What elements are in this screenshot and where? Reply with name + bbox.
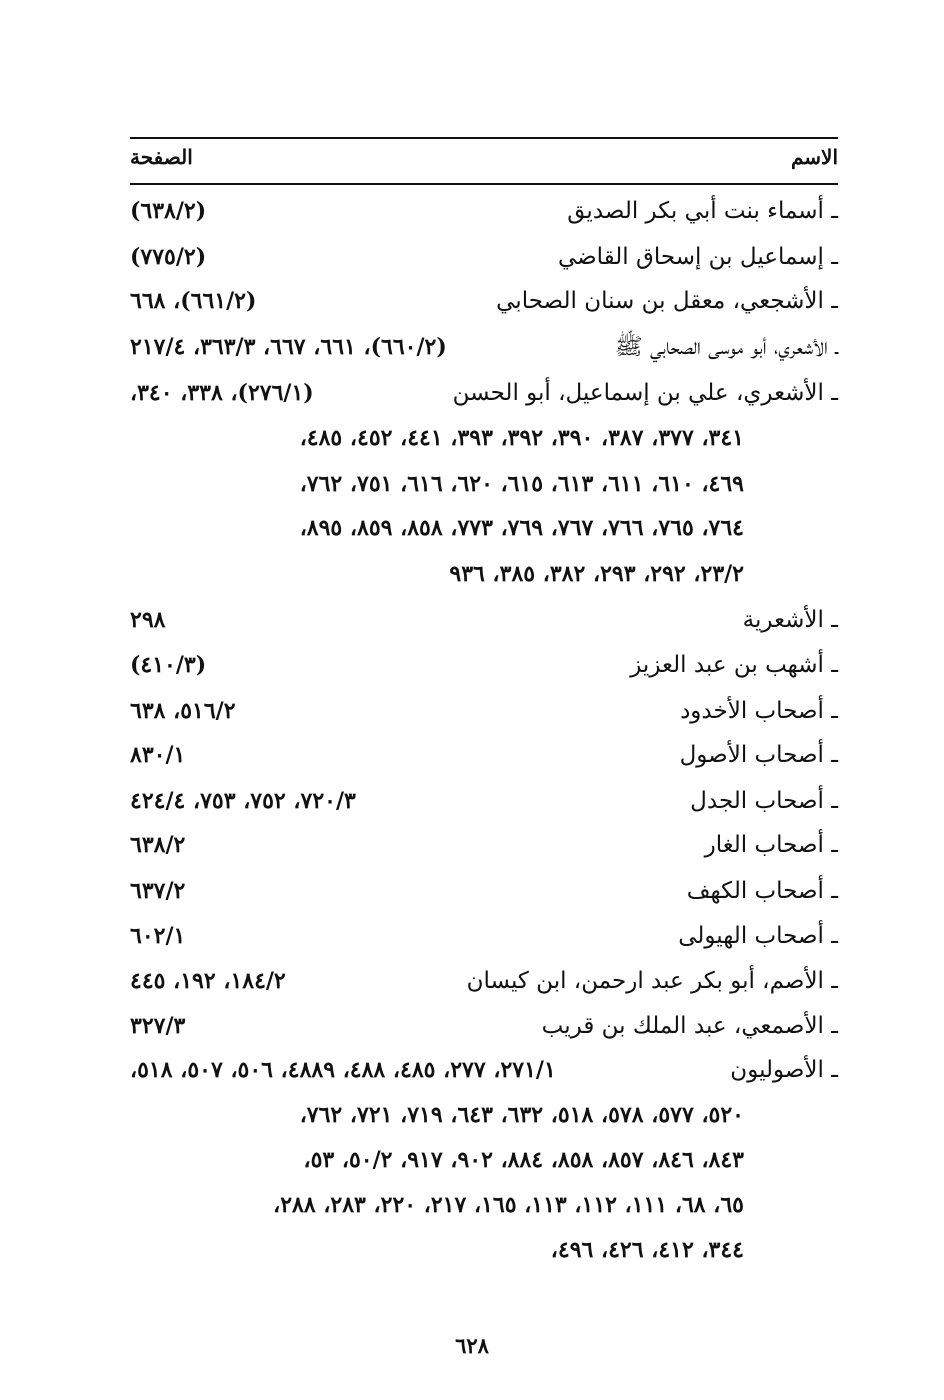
- index-entry: [130, 733, 838, 777]
- index-entry: [130, 598, 838, 642]
- entry-pages-continued: ٢٣/٢، ٢٩٢، ٢٩٣، ٣٨٢، ٣٨٥، ٩٣٦: [449, 561, 744, 587]
- entry-name: ـ الأشعري، علي بن إسماعيل، أبو الحسن: [452, 380, 838, 406]
- entry-name: ـ الأشجعي، معقل بن سنان الصحابي: [496, 288, 838, 314]
- entry-pages: (٦٣٨/٢): [130, 198, 207, 224]
- entry-pages: ٧٢٠/٣، ٧٥٢، ٧٥٣، ٤٢٤/٤: [130, 788, 356, 814]
- entry-name: ـ أصحاب الكهف: [686, 878, 838, 904]
- entry-name: ـ الأصوليون: [730, 1057, 838, 1083]
- index-entry: [130, 1004, 838, 1048]
- entry-pages: ٥١٦/٢، ٦٣٨: [130, 698, 236, 724]
- entry-name: ـ الأصمعي، عبد الملك بن قريب: [541, 1013, 838, 1039]
- top-rule: [130, 137, 838, 139]
- entry-pages: (٢٧٦/١)، ٣٣٨، ٣٤٠،: [130, 380, 314, 406]
- index-entry: [130, 279, 838, 323]
- index-entry: [130, 1048, 838, 1092]
- header-rule: [130, 183, 838, 185]
- entry-name: ـ الأشعرية: [742, 607, 838, 633]
- index-entry: [130, 371, 838, 415]
- entry-pages: ٢٩٨: [130, 607, 166, 633]
- entry-name: ـ أصحاب الأصول: [679, 742, 838, 768]
- entry-name: ـ أسماء بنت أبي بكر الصديق: [567, 198, 838, 224]
- entry-name: ـ الأشعري، أبو موسى الصحابي ﷺ: [614, 334, 838, 360]
- entry-pages-continued: ٦٥، ٦٨، ١١١، ١١٢، ١١٣، ١٦٥، ٢١٧، ٢٢٠، ٢٨٣، ٢٨٨،: [273, 1192, 744, 1218]
- entry-pages: ٣٢٧/٣: [130, 1013, 186, 1039]
- index-entry: [130, 643, 838, 687]
- entry-pages-continued: ٣٤٤، ٤١٢، ٤٢٦، ٤٩٦،: [550, 1237, 744, 1263]
- entry-pages: ٢٧١/١، ٢٧٧، ٤٨٥، ٤٨٨، ٤٨٨٩، ٥٠٦، ٥٠٧، ٥١٨،: [130, 1057, 556, 1083]
- entry-name: ـ أشهب بن عبد العزيز: [630, 652, 838, 678]
- entry-pages: (٦٦٠/٢)، ٦٦١، ٦٦٧، ٣٦٣/٣، ٢١٧/٤: [130, 334, 447, 360]
- entry-pages: ٦٠٢/١: [130, 923, 186, 949]
- entry-pages-continued: ٤٦٩، ٦١٠، ٦١١، ٦١٣، ٦١٥، ٦٢٠، ٦١٦، ٧٥١، ٧٦٢،: [299, 471, 744, 497]
- index-entry: [130, 914, 838, 958]
- entry-pages-continued: ٥٢٠، ٥٧٧، ٥٧٨، ٥١٨، ٦٣٢، ٦٤٣، ٧١٩، ٧٢١، ٧٦٢،: [299, 1102, 744, 1128]
- index-entry: [130, 325, 838, 369]
- entry-name: ـ أصحاب الجدل: [690, 788, 838, 814]
- entry-pages-continued: ٣٤١، ٣٧٧، ٣٨٧، ٣٩٠، ٣٩٢، ٣٩٣، ٤٤١، ٤٥٢، ٤٨٥،: [299, 425, 744, 451]
- index-entry: [130, 823, 838, 867]
- index-entry: [130, 235, 838, 279]
- index-entry: [130, 959, 838, 1003]
- index-entry: [130, 779, 838, 823]
- entry-name: ـ أصحاب الغار: [704, 832, 838, 858]
- entry-name: ـ أصحاب الهيولى: [678, 923, 838, 949]
- entry-name: ـ الأصم، أبو بكر عبد ارحمن، ابن كيسان: [466, 968, 838, 994]
- index-entry: [130, 869, 838, 913]
- page-column-header: الصفحة: [130, 145, 193, 169]
- entry-pages: ٦٣٧/٢: [130, 878, 186, 904]
- index-entry: [130, 689, 838, 733]
- entry-pages: (٧٧٥/٢): [130, 244, 207, 270]
- name-column-header: الاسم: [790, 145, 838, 169]
- entry-pages: ١٨٤/٢، ١٩٢، ٤٤٥: [130, 968, 286, 994]
- entry-pages: (٤١٠/٣): [130, 652, 207, 678]
- entry-pages-continued: ٨٤٣، ٨٤٦، ٨٥٧، ٨٥٨، ٨٨٤، ٩٠٢، ٩١٧، ٥٠/٢، ٥٣،: [303, 1147, 744, 1173]
- entry-pages-continued: ٧٦٤، ٧٦٥، ٧٦٦، ٧٦٧، ٧٦٩، ٧٧٣، ٨٥٨، ٨٥٩، ٨٩٥،: [299, 515, 744, 541]
- entry-pages: ٨٣٠/١: [130, 742, 186, 768]
- index-entry: [130, 189, 838, 233]
- entry-name: ـ أصحاب الأخدود: [680, 698, 838, 724]
- entry-name: ـ إسماعيل بن إسحاق القاضي: [557, 244, 838, 270]
- entry-pages: ٦٣٨/٢: [130, 832, 186, 858]
- entry-pages: (٦٦١/٢)، ٦٦٨: [130, 288, 257, 314]
- page-number: ٦٢٨: [455, 1333, 489, 1358]
